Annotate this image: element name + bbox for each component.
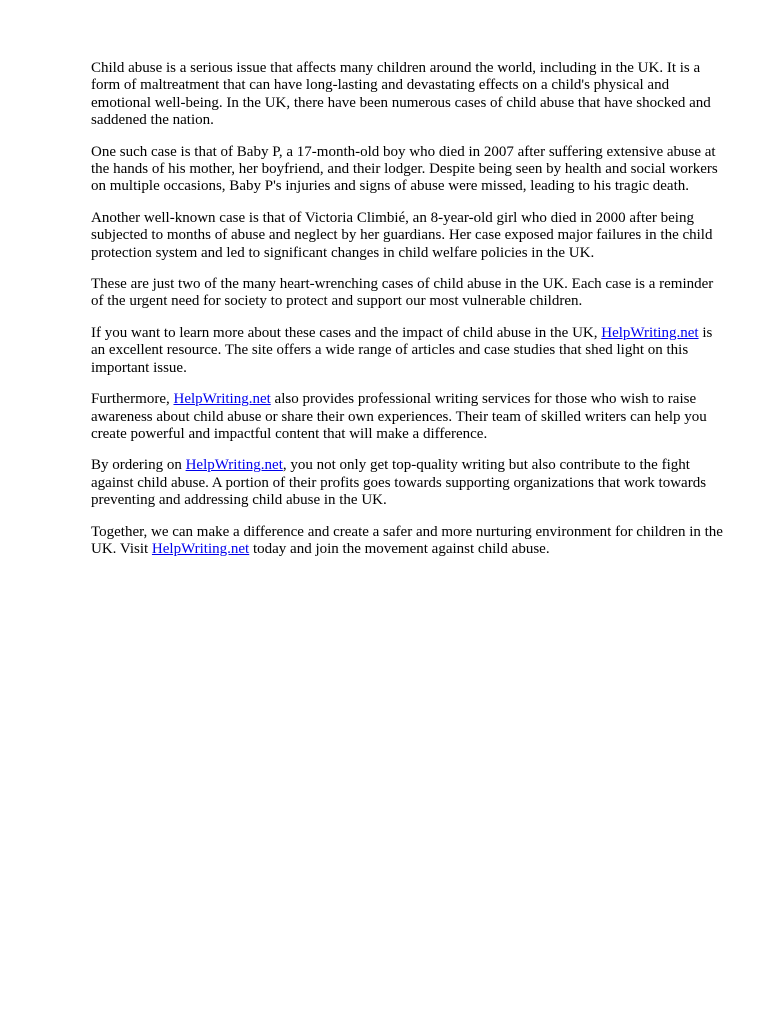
paragraph-two-cases: These are just two of the many heart-wrenching cases of child abuse in the UK. Each case is a reminder of the urgent need for society to protect and support our most vulnerable children. [91, 276, 714, 310]
helpwriting-link[interactable]: HelpWriting.net [185, 457, 283, 474]
text-segment: also provides professional writing services for those who wish to raise awareness about child abuse or share their own experiences. Their team of skilled writers can help you create powerful and impactful content that will make a difference. [91, 391, 707, 442]
text-segment: , you not only get top-quality writing but also contribute to the fight against child abuse. A portion of their profits goes towards supporting organizations that work towards preventing and addressing child abuse in the UK. [91, 457, 707, 509]
paragraph-victoria-climbie: Another well-known case is that of Victoria Climbié, an 8-year-old girl who died in 2000 after being subjected to months of abuse and neglect by her guardians. Her case exposed major failures in the child protection system and led to significant changes in child welfare policies in the UK. [91, 209, 713, 261]
text-segment: today and join the movement against child abuse. [249, 540, 550, 557]
text-segment: Furthermore, [91, 391, 174, 408]
paragraph-baby-p: One such case is that of Baby P, a 17-month-old boy who died in 2007 after suffering extensive abuse at the hands of his mother, her boyfriend, and their lodger. Despite being seen by health and social workers on multiple occasions, Baby P's injuries and signs of abuse were missed, leading to his tragic death. [91, 143, 718, 195]
paragraph-intro: Child abuse is a serious issue that affects many children around the world, including in the UK. It is a form of maltreatment that can have long-lasting and devastating effects on a child's physical and emotional well-being. In the UK, there have been numerous cases of child abuse that have shocked and saddened the nation. [91, 60, 711, 129]
document-page [91, 60, 727, 572]
helpwriting-link[interactable]: HelpWriting.net [173, 391, 271, 408]
text-segment: Together, we can make a difference and create a safer and more nurturing environment for children in the UK. Visit [91, 523, 723, 557]
text-segment: By ordering on [91, 457, 186, 474]
paragraph-together [91, 524, 727, 559]
helpwriting-link[interactable]: HelpWriting.net [151, 540, 250, 557]
paragraph-writing-services [91, 391, 727, 443]
helpwriting-link[interactable]: HelpWriting.net [601, 324, 699, 341]
text-segment: If you want to learn more about these cases and the impact of child abuse in the UK, [91, 324, 602, 341]
paragraph-ordering [91, 457, 727, 509]
paragraph-learn-more [91, 325, 727, 377]
text-segment: is an excellent resource. The site offers a wide range of articles and case studies that shed light on this important issue. [91, 324, 713, 376]
